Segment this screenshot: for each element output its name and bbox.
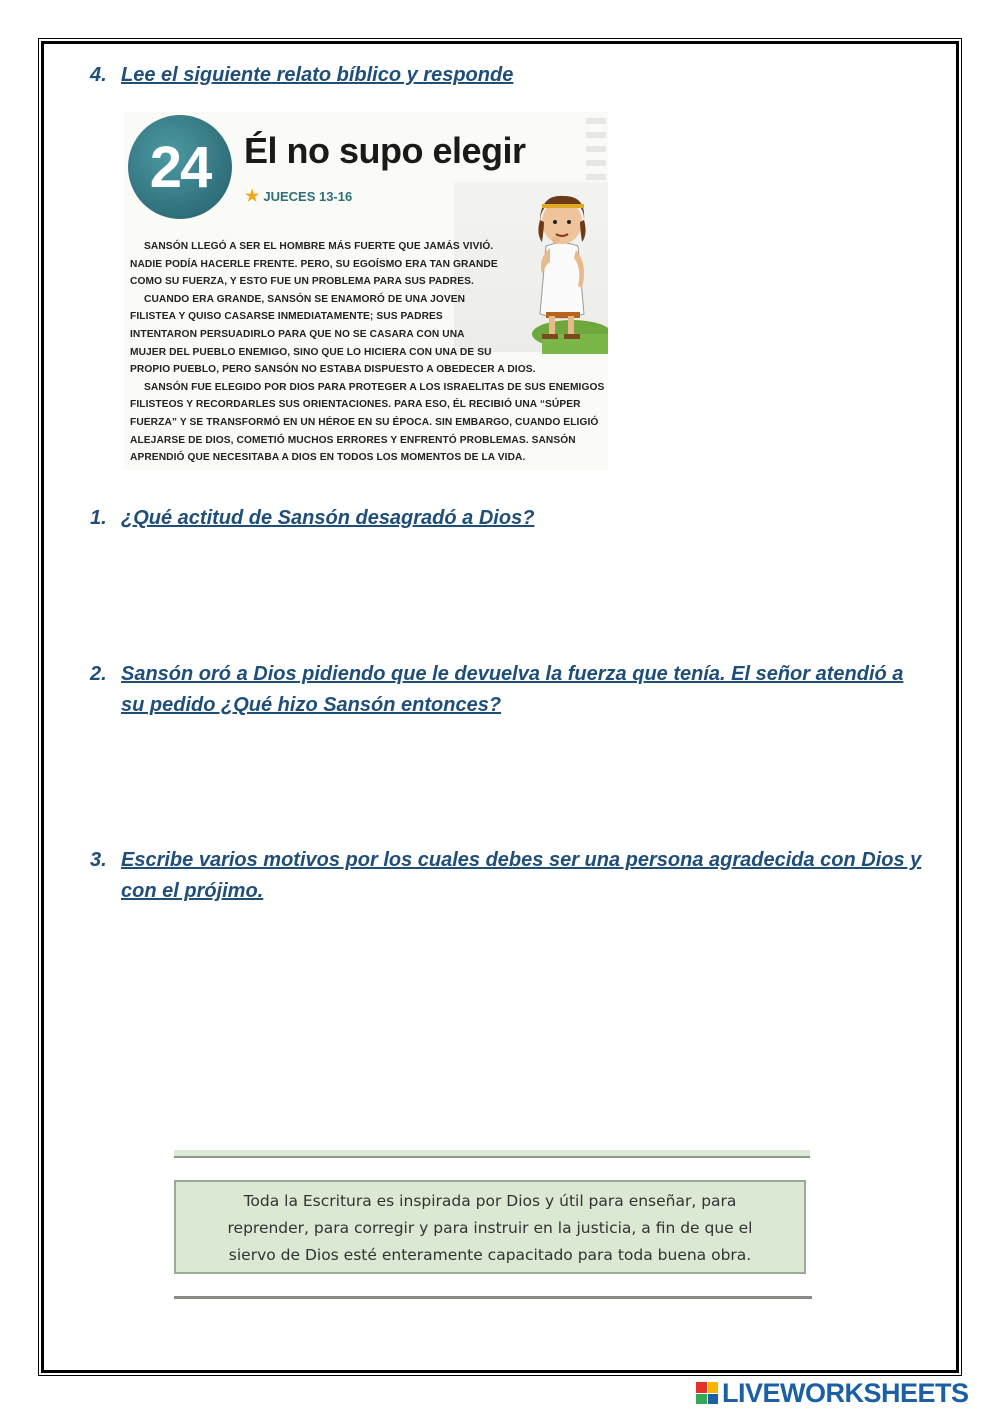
story-line: INTENTARON PERSUADIRLO PARA QUE NO SE CASARA CON UNA [130,328,465,340]
question-number: 1. [90,507,107,529]
verse-line: siervo de Dios esté enteramente capacitado para toda buena obra. [228,1246,752,1264]
story-line: MUJER DEL PUEBLO ENEMIGO, SINO QUE LO HICIERA CON UNA DE SU [130,346,492,358]
story-line: NADIE PODÍA HACERLE FRENTE. PERO, SU EGOÍSMO ERA TAN GRANDE [130,258,498,270]
story-line: SANSÓN LLEGÓ A SER EL HOMBRE MÁS FUERTE QUE JAMÁS VIVIÓ. [144,241,494,252]
bible-reference-text: JUECES 13-16 [263,188,353,204]
question-number: 2. [90,663,107,685]
divider [174,1296,812,1299]
question-text: Sansón oró a Dios pidiendo que le devuelva la fuerza que tenía. El señor atendió a su pedido ¿Qué hizo Sansón entonces? [121,663,904,716]
question-3 [90,845,930,907]
story-title: Él no supo elegir [244,130,526,171]
story-line: PROPIO PUEBLO, PERO SANSÓN NO ESTABA DISPUESTO A OBEDECER A DIOS. [130,364,536,376]
divider [174,1150,810,1158]
verse-section [174,1150,814,1302]
question-text: ¿Qué actitud de Sansón desagradó a Dios? [121,507,535,529]
story-line: FILISTEA Y QUISO CASARSE INMEDIATAMENTE; SUS PADRES [130,311,443,323]
star-icon: ★ [245,188,260,205]
story-number-badge: 24 [128,115,232,219]
bible-reference [245,186,352,206]
story-text [130,238,608,467]
question-number: 3. [90,849,107,871]
question-2 [90,659,930,721]
logo-icon [696,1382,718,1404]
story-line: ALEJARSE DE DIOS, COMETIÓ MUCHOS ERRORES Y ENFRENTÓ PROBLEMAS. SANSÓN [130,434,576,446]
faded-background-text [586,118,606,188]
story-line: COMO SU FUERZA, Y ESTO FUE UN PROBLEMA PARA SUS PADRES. [130,276,474,288]
question-text: Escribe varios motivos por los cuales debes ser una persona agradecida con Dios y con el prójimo. [121,849,922,902]
header-question [90,60,930,91]
question-1 [90,503,930,534]
verse-line: Toda la Escritura es inspirada por Dios y útil para enseñar, para [243,1192,737,1210]
question-number: 4. [90,64,107,86]
question-text: Lee el siguiente relato bíblico y responde [121,64,514,86]
story-line: SANSÓN FUE ELEGIDO POR DIOS PARA PROTEGER A LOS ISRAELITAS DE SUS ENEMIGOS [144,381,605,393]
liveworksheets-logo [696,1378,969,1408]
verse-line: reprender, para corregir y para instruir en la justicia, a fin de que el [227,1219,753,1237]
story-line: APRENDIÓ QUE NECESITABA A DIOS EN TODOS LOS MOMENTOS DE LA VIDA. [130,452,526,464]
story-image [124,112,608,470]
story-line: FILISTEOS Y RECORDARLES SUS ORIENTACIONES. PARA ESO, ÉL RECIBIÓ UNA “SÚPER [130,399,581,411]
story-line: CUANDO ERA GRANDE, SANSÓN SE ENAMORÓ DE UNA JOVEN [144,293,466,305]
story-line: FUERZA” Y SE TRANSFORMÓ EN UN HÉROE EN SU ÉPOCA. SIN EMBARGO, CUANDO ELIGIÓ [130,416,599,428]
verse-box [174,1180,806,1274]
brand-name: LIVEWORKSHEETS [722,1377,969,1408]
